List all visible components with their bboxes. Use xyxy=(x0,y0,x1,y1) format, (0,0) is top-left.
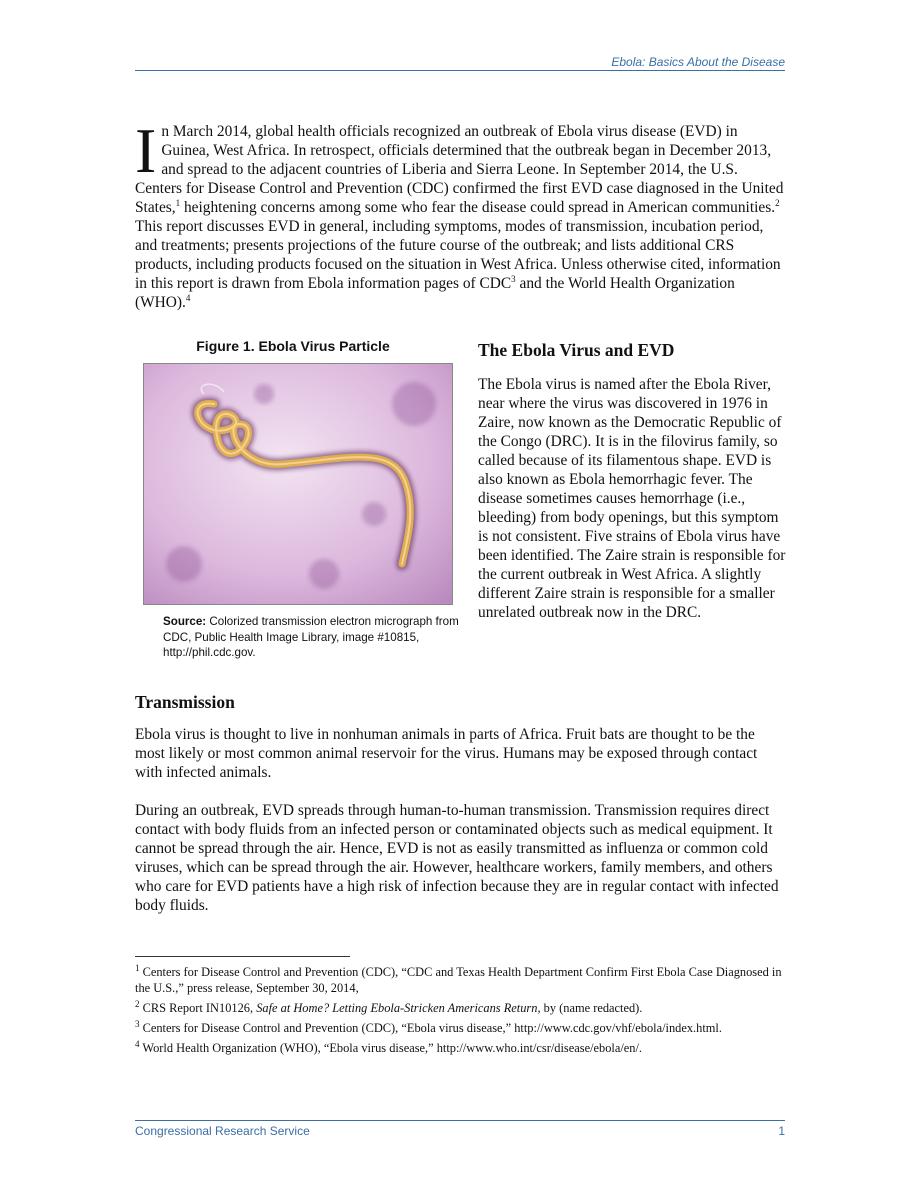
footnote-2-number: 2 xyxy=(135,998,140,1009)
footnote-1 xyxy=(135,964,785,996)
figure-title: Figure 1. Ebola Virus Particle xyxy=(196,338,390,354)
section-heading-transmission: Transmission xyxy=(135,692,235,712)
figure-source-text: Colorized transmission electron micrograph from CDC, Public Health Image Library, image #10815, http://phil.cdc.gov. xyxy=(163,615,459,659)
footnote-ref-2[interactable]: 2 xyxy=(775,197,780,208)
ebola-virus-section xyxy=(478,340,786,622)
transmission-section xyxy=(135,692,785,915)
footnote-2 xyxy=(135,1000,785,1016)
figure-source xyxy=(163,614,463,661)
footnote-2-text: CRS Report IN10126, xyxy=(139,1001,257,1015)
footnote-4 xyxy=(135,1040,785,1056)
figure-1 xyxy=(143,338,463,661)
intro-text-3: This report discusses EVD in general, including symptoms, modes of transmission, incubation period, and treatments; presents projections of the future course of the outbreak; and lists additional CRS products, including products focused on the situation in West Africa. Unless otherwise cited, information in this report is drawn from Ebola information pages of CDC xyxy=(135,218,781,292)
footnote-3 xyxy=(135,1020,785,1036)
header-rule xyxy=(135,70,785,71)
footnotes xyxy=(135,964,785,1060)
footnote-4-number: 4 xyxy=(135,1038,140,1049)
intro-paragraph xyxy=(135,115,785,312)
footnote-ref-1[interactable]: 1 xyxy=(175,197,181,208)
footnote-1-number: 1 xyxy=(135,962,140,973)
ebola-micrograph-image xyxy=(143,363,453,605)
intro-text-4: and the World Health Organization (WHO). xyxy=(135,275,735,311)
figure-source-label: Source: xyxy=(163,615,207,628)
drop-cap: I xyxy=(135,115,157,186)
footnote-rule xyxy=(135,956,350,957)
footnote-1-text: Centers for Disease Control and Prevention (CDC), “CDC and Texas Health Department Confirm First Ebola Case Diagnosed in the U.S.,” press release, September 30, 2014, xyxy=(135,965,782,995)
section-heading-ebola-virus: The Ebola Virus and EVD xyxy=(478,340,675,360)
intro-text-2: heightening concerns among some who fear the disease could spread in American communities. xyxy=(180,199,776,216)
page-number: 1 xyxy=(778,1124,785,1138)
footer-rule xyxy=(135,1120,785,1121)
running-header-title: Ebola: Basics About the Disease xyxy=(611,55,785,69)
footnote-2-title: Safe at Home? Letting Ebola-Stricken Americans Return xyxy=(256,1001,538,1015)
footnote-2-text-end: , by (name redacted). xyxy=(537,1001,643,1015)
section-body-ebola-virus: The Ebola virus is named after the Ebola River, near where the virus was discovered in 1976 in Zaire, now known as the Democratic Republic of the Congo (DRC). It is in the filovirus family, so called because of its filamentous shape. EVD is also known as Ebola hemorrhagic fever. The disease sometimes causes hemorrhage (i.e., bleeding) from body openings, but this symptom is not consistent. Five strains of Ebola virus have been identified. The Zaire strain is responsible for the current outbreak in West Africa. A slightly different Zaire strain is responsible for a smaller unrelated outbreak now in the DRC. xyxy=(478,376,786,621)
footer-publisher: Congressional Research Service xyxy=(135,1124,310,1138)
footnote-ref-3[interactable]: 3 xyxy=(511,273,516,284)
transmission-paragraph-1: Ebola virus is thought to live in nonhuman animals in parts of Africa. Fruit bats are thought to be the most likely or most common animal reservoir for the virus. Humans may be exposed through contact with infected animals. xyxy=(135,726,758,781)
transmission-paragraph-2: During an outbreak, EVD spreads through human-to-human transmission. Transmission requires direct contact with body fluids from an infected person or contaminated objects such as medical equipment. It cannot be spread through the air. Hence, EVD is not as easily transmitted as influenza or common cold viruses, which can be spread through the air. However, healthcare workers, family members, and others who care for EVD patients have a high risk of infection because they are in regular contact with infected body fluids. xyxy=(135,802,779,914)
footnote-ref-4[interactable]: 4 xyxy=(185,292,191,303)
footnote-4-text: World Health Organization (WHO), “Ebola virus disease,” http://www.who.int/csr/disease/ebola/en/. xyxy=(139,1041,643,1055)
intro-text-1: n March 2014, global health officials recognized an outbreak of Ebola virus disease (EVD) in Guinea, West Africa. In retrospect, officials determined that the outbreak began in December 2013, and spread to the adjacent countries of Liberia and Sierra Leone. In September 2014, the U.S. Centers for Disease Control and Prevention (CDC) confirmed the first EVD case diagnosed in the United States, xyxy=(135,123,784,216)
footnote-3-number: 3 xyxy=(135,1018,140,1029)
footnote-3-text: Centers for Disease Control and Prevention (CDC), “Ebola virus disease,” http://www.cdc.gov/vhf/ebola/index.html. xyxy=(139,1021,722,1035)
